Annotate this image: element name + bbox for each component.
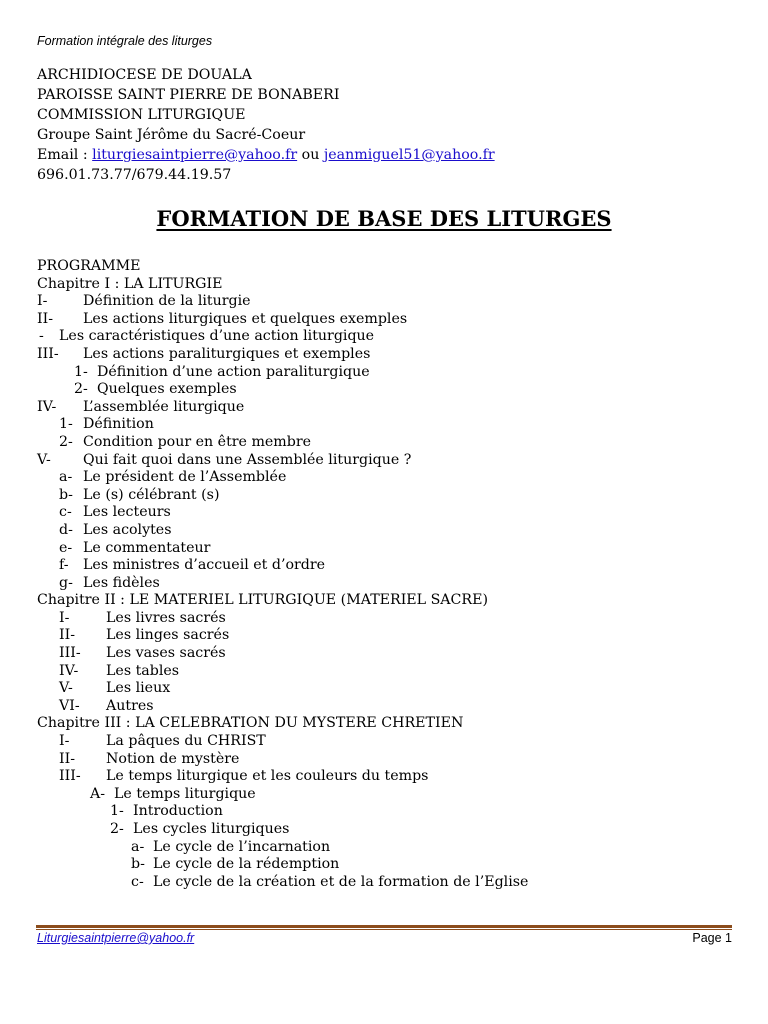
outline-text: Introduction [133,803,223,820]
outline-marker: IV- [59,662,79,679]
email-separator: ou [297,147,324,163]
letterhead-email-line [37,145,495,165]
outline-marker: b- [131,856,145,873]
letterhead [37,65,495,185]
outline-marker: a- [131,838,145,855]
outline-marker: c- [59,504,72,521]
outline-text: Le cycle de la rédemption [153,856,340,873]
outline-text: Les livres sacrés [106,609,226,626]
outline-text: Chapitre I : LA LITURGIE [37,275,223,292]
running-header: Formation intégrale des liturges [37,34,213,48]
outline-marker: I- [59,609,70,626]
outline-text: Le commentateur [83,539,211,556]
letterhead-phone: 696.01.73.77/679.44.19.57 [37,167,232,183]
footer-rule [36,925,732,928]
outline-marker: f- [59,557,69,574]
outline-marker: e- [59,539,73,556]
outline-marker: 1- [110,803,124,820]
outline-marker: a- [59,469,73,486]
outline-marker: - [39,328,44,345]
outline-text: PROGRAMME [37,258,141,274]
outline-marker: II- [37,310,54,327]
outline-marker: 2- [74,381,88,398]
outline-marker: III- [37,345,59,362]
outline-marker: II- [59,627,76,644]
outline-marker: III- [59,645,81,662]
outline-text: Le cycle de la création et de la formation de l’Eglise [153,873,529,890]
outline-text: Les tables [106,662,180,679]
email-label: Email : [37,147,93,163]
outline-marker: 2- [110,821,124,837]
outline-text: Les lecteurs [83,504,171,521]
outline-marker: I- [37,293,48,310]
document-title: FORMATION DE BASE DES LITURGES [156,206,612,231]
letterhead-group: Groupe Saint Jérôme du Sacré-Coeur [37,127,306,143]
outline-marker: I- [59,733,70,750]
outline-text: Les acolytes [83,521,172,538]
outline-text: Le (s) célébrant (s) [83,486,220,503]
outline-marker: III- [59,768,81,785]
outline-text: Le temps liturgique [114,785,256,802]
outline-text: Le président de l’Assemblée [83,469,287,486]
outline-text: Autres [106,697,154,714]
outline-text: Les ministres d’accueil et d’ordre [83,557,326,574]
outline-marker: V- [37,451,51,468]
outline-text: Les linges sacrés [106,627,230,644]
outline-text: Les fidèles [83,574,160,591]
outline-text: Qui fait quoi dans une Assemblée liturgique ? [83,451,412,468]
outline-text: Condition pour en être membre [83,433,312,450]
outline-text: L’assemblée liturgique [83,398,245,415]
footer-rule-thin [36,929,732,930]
outline-text: Chapitre III : LA CELEBRATION DU MYSTERE CHRETIEN [37,715,464,732]
outline-marker: g- [59,574,73,591]
footer-page-number: Page 1 [692,931,732,945]
outline-text: Les caractéristiques d’une action liturgique [59,328,375,345]
outline-marker: 1- [59,416,73,433]
outline-text: Définition d’une action paraliturgique [97,363,370,380]
outline-marker: 2- [59,433,73,450]
outline-marker: d- [59,521,73,538]
footer-email-link[interactable]: Liturgiesaintpierre@yahoo.fr [37,931,195,945]
outline-text: Chapitre II : LE MATERIEL LITURGIQUE (MATERIEL SACRE) [37,592,488,609]
outline-text: Les lieux [106,680,171,697]
outline-text: Le temps liturgique et les couleurs du temps [106,768,429,785]
outline-marker: II- [59,750,76,767]
outline-marker: 1- [74,363,88,380]
outline-marker: b- [59,486,73,503]
email-link-1[interactable]: liturgiesaintpierre@yahoo.fr [92,147,298,163]
outline-text: Définition [83,416,154,433]
outline-marker: VI- [59,697,80,714]
outline-text: Quelques exemples [97,381,237,398]
outline-text: Les cycles liturgiques [133,821,290,837]
email-link-2[interactable]: jeanmiguel51@yahoo.fr [323,147,495,163]
outline-marker: V- [59,680,73,697]
letterhead-archdiocese: ARCHIDIOCESE DE DOUALA [37,67,252,83]
outline-text: La pâques du CHRIST [106,733,266,750]
outline-marker: IV- [37,398,57,415]
letterhead-commission: COMMISSION LITURGIQUE [37,107,246,123]
outline-marker: c- [131,873,144,890]
outline-text: Les vases sacrés [106,645,226,662]
outline-text: Définition de la liturgie [83,293,251,310]
letterhead-parish: PAROISSE SAINT PIERRE DE BONABERI [37,87,340,103]
outline-text: Le cycle de l’incarnation [153,838,331,855]
outline-text: Notion de mystère [106,750,240,767]
outline-text: Les actions liturgiques et quelques exemples [83,310,408,327]
outline-marker: A- [90,785,106,802]
outline-text: Les actions paraliturgiques et exemples [83,345,371,362]
